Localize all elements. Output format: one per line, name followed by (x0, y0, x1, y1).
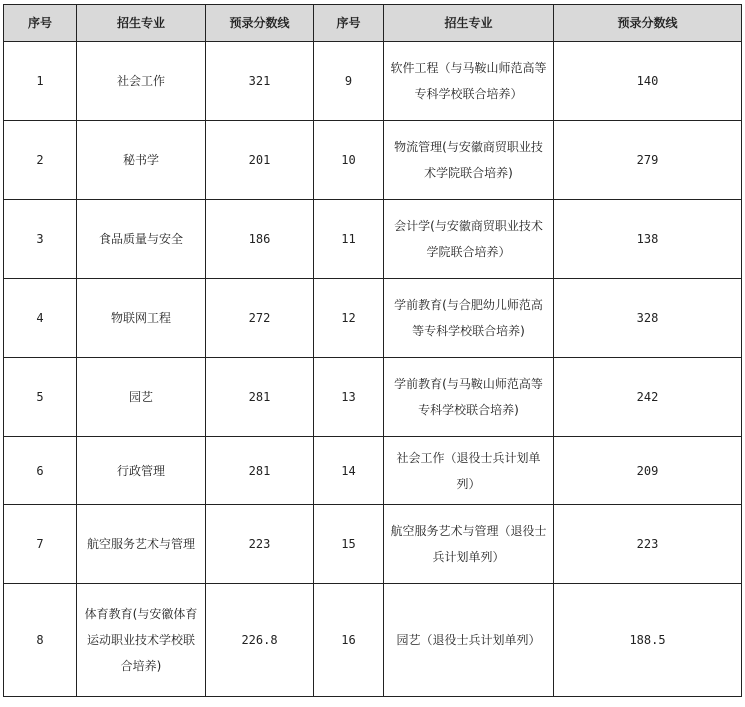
row-score: 272 (206, 279, 314, 358)
row-major: 行政管理 (77, 437, 206, 505)
row-major: 物联网工程 (77, 279, 206, 358)
header-score-right: 预录分数线 (554, 5, 742, 42)
header-major-right: 招生专业 (384, 5, 554, 42)
row-major: 园艺 (77, 358, 206, 437)
header-score-left: 预录分数线 (206, 5, 314, 42)
row-score: 281 (206, 437, 314, 505)
row-major: 食品质量与安全 (77, 200, 206, 279)
header-no-right: 序号 (314, 5, 384, 42)
row-major: 航空服务艺术与管理 (77, 505, 206, 584)
table-row (4, 584, 742, 697)
row-major: 体育教育(与安徽体育运动职业技术学校联合培养) (77, 584, 206, 697)
header-major-left: 招生专业 (77, 5, 206, 42)
row-score: 226.8 (206, 584, 314, 697)
row-no: 9 (314, 42, 384, 121)
row-score: 223 (206, 505, 314, 584)
row-major: 会计学(与安徽商贸职业技术学院联合培养） (384, 200, 554, 279)
row-score: 279 (554, 121, 742, 200)
row-no: 11 (314, 200, 384, 279)
row-major: 秘书学 (77, 121, 206, 200)
row-no: 4 (4, 279, 77, 358)
row-no: 2 (4, 121, 77, 200)
row-no: 12 (314, 279, 384, 358)
row-no: 16 (314, 584, 384, 697)
table-row (4, 358, 742, 437)
row-score: 328 (554, 279, 742, 358)
table-row (4, 505, 742, 584)
row-score: 140 (554, 42, 742, 121)
row-major: 社会工作（退役士兵计划单列） (384, 437, 554, 505)
row-major: 学前教育(与马鞍山师范高等专科学校联合培养) (384, 358, 554, 437)
table-row (4, 279, 742, 358)
row-score: 186 (206, 200, 314, 279)
row-score: 201 (206, 121, 314, 200)
admission-score-table (3, 4, 742, 697)
table-row (4, 42, 742, 121)
row-no: 6 (4, 437, 77, 505)
row-score: 209 (554, 437, 742, 505)
row-no: 1 (4, 42, 77, 121)
table-header-row (4, 5, 742, 42)
row-major: 物流管理(与安徽商贸职业技术学院联合培养) (384, 121, 554, 200)
row-score: 321 (206, 42, 314, 121)
table-row (4, 121, 742, 200)
row-no: 3 (4, 200, 77, 279)
table-row (4, 200, 742, 279)
row-score: 281 (206, 358, 314, 437)
row-major: 社会工作 (77, 42, 206, 121)
row-major: 园艺（退役士兵计划单列） (384, 584, 554, 697)
row-score: 223 (554, 505, 742, 584)
row-no: 5 (4, 358, 77, 437)
row-major: 学前教育(与合肥幼儿师范高等专科学校联合培养) (384, 279, 554, 358)
row-no: 13 (314, 358, 384, 437)
row-score: 188.5 (554, 584, 742, 697)
row-no: 7 (4, 505, 77, 584)
row-no: 15 (314, 505, 384, 584)
row-major: 软件工程（与马鞍山师范高等专科学校联合培养） (384, 42, 554, 121)
row-no: 10 (314, 121, 384, 200)
row-major: 航空服务艺术与管理（退役士兵计划单列） (384, 505, 554, 584)
row-no: 14 (314, 437, 384, 505)
header-no-left: 序号 (4, 5, 77, 42)
row-no: 8 (4, 584, 77, 697)
table-row (4, 437, 742, 505)
row-score: 138 (554, 200, 742, 279)
row-score: 242 (554, 358, 742, 437)
